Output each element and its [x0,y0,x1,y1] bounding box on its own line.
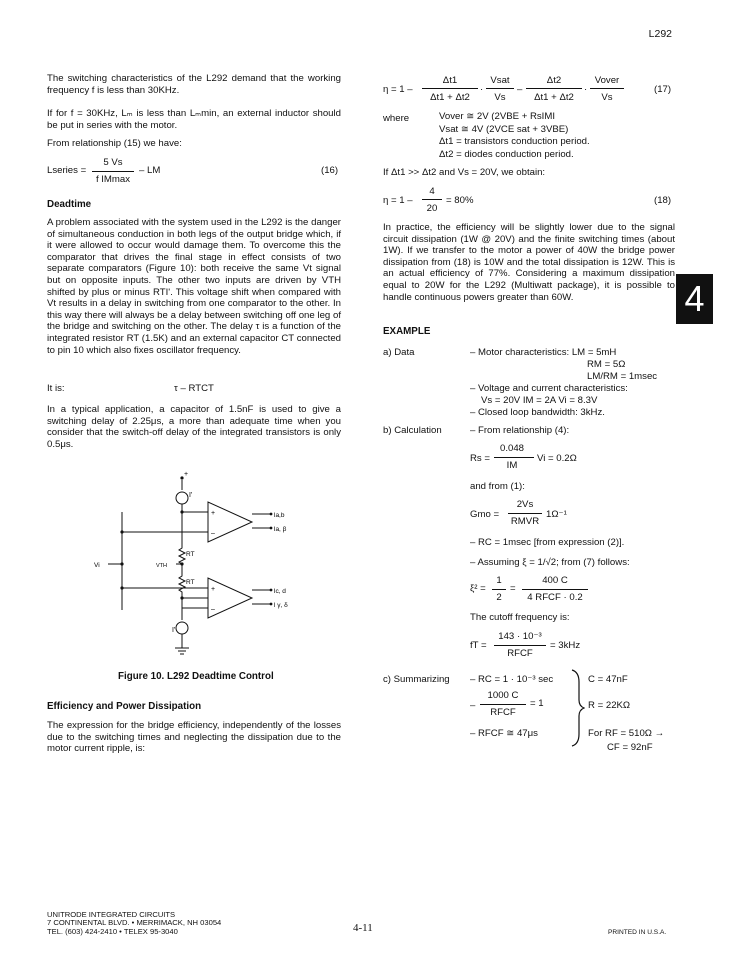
condition-line: If Δt1 >> Δt2 and Vs = 20V, we obtain: [383,167,546,178]
data-line: LM/RM = 1msec [587,371,658,382]
calculation-line: – From relationship (4): [470,425,570,436]
data-line: – Motor characteristics: LM = 5mH [470,347,617,358]
inductor-paragraph: If for f = 30KHz, Lₘ is less than Lₘmin, an external inductor should be put in series with the motor. [47,108,341,131]
where-line: Vsat ≅ 4V (2VCE sat + 3VBE) [439,123,569,135]
data-line: RM = 5Ω [587,359,626,370]
efficiency-paragraph: The expression for the bridge efficiency, independently of the losses due to the switching times and neglecting the dissipation due to the motor current ripple, is: [47,720,341,755]
output-labeta-label: la, β [274,526,287,533]
calculation-label: b) Calculation [383,425,442,436]
efficiency-heading: Efficiency and Power Dissipation [47,701,202,712]
footer-company: UNITRODE INTEGRATED CIRCUITS [47,910,176,919]
where-list [439,111,590,161]
page-number: 4-11 [353,922,373,934]
summary-eq: = 1 [530,698,544,709]
summary-dash: – [470,700,476,711]
current-top-label: I' [189,492,193,499]
vplus-label: + [184,471,189,478]
it-is-label: It is: [47,383,65,394]
figure-caption: Figure 10. L292 Deadtime Control [118,671,274,682]
output-lcd-label: lc, d [274,588,286,595]
current-bottom-label: I' [172,627,176,634]
typical-paragraph: In a typical application, a capacitor of 1.5nF is used to give a switching delay of 2.25μs, a more than adequate time when you consider that the switch-off delay of the integrated transistors is only 0.5μs. [47,404,341,450]
footer-street: 7 CONTINENTAL BLVD. • MERRIMACK, NH 03054 [47,918,222,928]
data-line: Vs = 20V IM = 2A Vi = 8.3V [481,395,598,406]
comp1-plus: + [211,510,216,517]
summary-result: C = 47nF [588,674,628,685]
deadtime-paragraph: A problem associated with the system used in the L292 is the danger of simultaneous conduction in both legs of the output bridge which, if it were allowed to occur would damage them. To overcome this the comparator that drives the final stage in effect consists of two separate comparators (Figure 10): both receive the same Vt signal but on opposite inputs. The other two inputs are driven by VTH shifted by plus or minus RTI'. This voltage shift when compared with Vt results in a delay in switching from one comparator to the other. In this way there will always be a delay between switching off one leg of the bridge and switching on the other. The delay τ is a function of the integrated resistor RT (1.5K) and an external capacitor CT connected to pin 10 which also fixes oscillator frequency. [47,217,341,356]
printed-label: PRINTED IN U.S.A. [608,929,667,936]
equation-number: (16) [321,165,339,176]
output-lgd-label: l γ, δ [274,602,288,609]
data-line: – Closed loop bandwidth: 3kHz. [470,407,605,418]
summary-result: CF = 92nF [607,742,653,753]
comp2-plus: + [211,586,216,593]
summarizing-label: c) Summarizing [383,674,450,685]
example-heading: EXAMPLE [383,326,431,337]
summary-result: R = 22KΩ [588,700,631,711]
rt2-label: RT [186,579,195,586]
where-label: where [383,113,410,124]
deadtime-schematic [90,470,330,660]
brace-icon [569,668,585,748]
comp2-minus: – [211,606,215,613]
relationship-text: From relationship (15) we have: [47,138,182,149]
vth-label: VTH [156,563,167,569]
output-lab-label: la,b [274,512,285,519]
data-line: – Voltage and current characteristics: [470,383,628,394]
where-line: Vover ≅ 2V (2VBE + RsIMI [439,111,556,122]
section-tab: 4 [676,274,713,324]
rt1-label: RT [186,551,195,558]
comp1-minus: – [211,530,215,537]
assuming-line: – Assuming ξ = 1/√2; from (7) follows: [470,557,630,568]
summary-line: – RC = 1 · 10⁻³ sec [470,674,554,685]
cutoff-line: The cutoff frequency is: [470,612,570,623]
vi-label: Vi [94,562,100,569]
page-id: L292 [648,28,672,40]
rc-line: – RC = 1msec [from expression (2)]. [470,537,625,548]
intro-paragraph: The switching characteristics of the L292 demand that the working frequency f is less than 30KHz. [47,73,341,96]
tau-equation: τ – RTCT [174,383,214,394]
where-line: Δt1 = transistors conduction period. [439,136,590,147]
summary-result: For RF = 510Ω → [588,728,665,739]
footer-address [47,911,221,936]
practice-paragraph: In practice, the efficiency will be slightly lower due to the signal circuit dissipation (1W @ 20V) and the finite switching times (about 1W). If we transfer to the motor a power of 40W the bridge power dissipation from (18) is 10W and the total dissipation is 12W. This is an actual efficiency of 77%. Considering a maximum dissipation equal to 20W for the L292 (Multiwatt package), it is possible to handle continuous powers greater than 60W. [383,222,675,303]
summary-num: 1000 C [487,690,519,701]
where-line: Δt2 = diodes conduction period. [439,148,574,160]
summary-line: – RFCF ≅ 47μs [470,728,538,739]
and-from-line: and from (1): [470,481,525,492]
summary-den: RFCF [490,707,516,718]
footer-phone: TEL. (603) 424-2410 • TELEX 95-3040 [47,926,178,936]
equation-number: (18) [654,195,672,206]
equation-number: (17) [654,84,672,95]
deadtime-heading: Deadtime [47,199,92,210]
data-label: a) Data [383,347,415,358]
